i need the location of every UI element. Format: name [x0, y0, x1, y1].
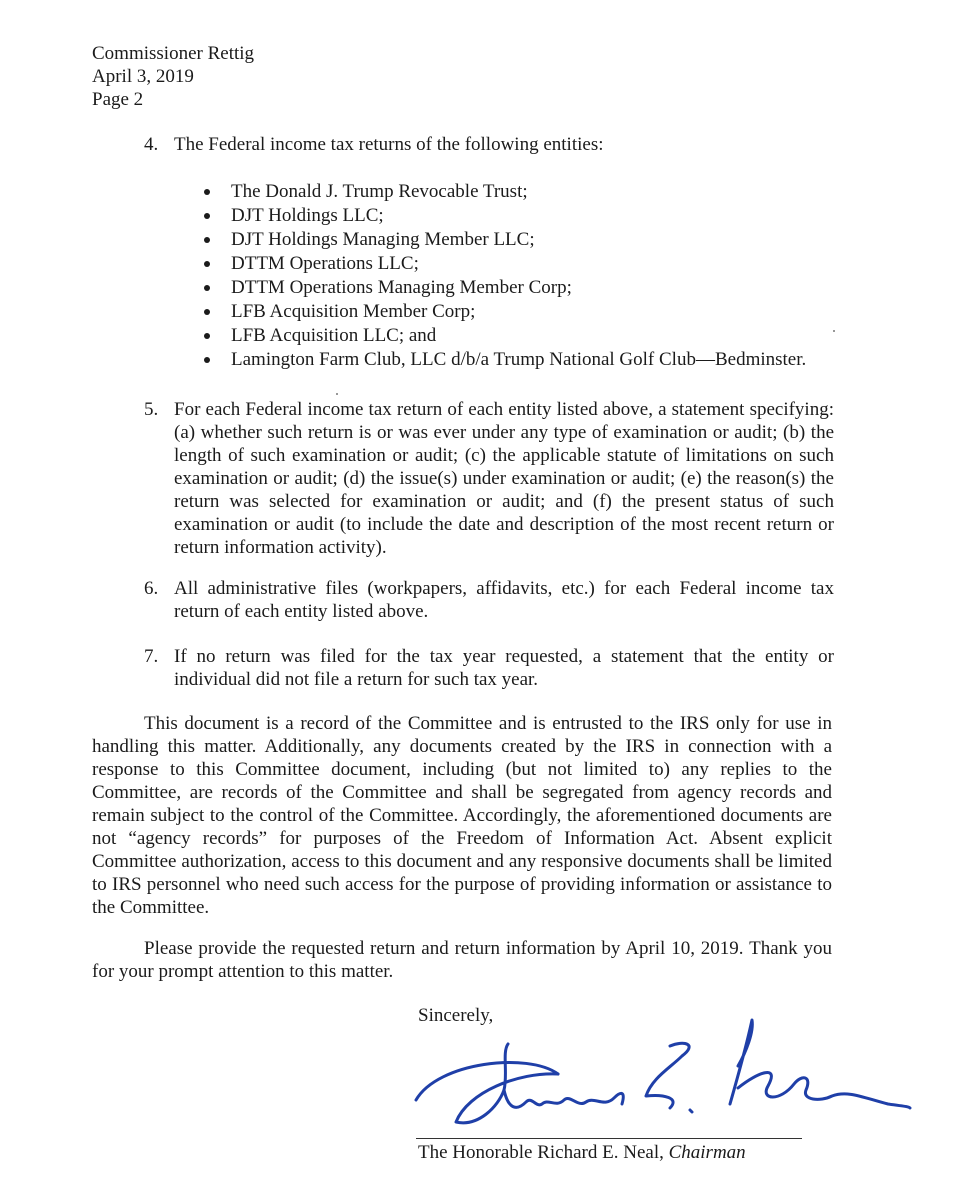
bullet-icon — [204, 237, 210, 243]
request-item-7 — [144, 645, 834, 691]
list-item: DTTM Operations LLC; — [202, 252, 806, 276]
list-item: DJT Holdings LLC; — [202, 204, 806, 228]
item-text: For each Federal income tax return of each entity listed above, a statement specifying: (a) whether such return is or was ever under any type of examination or audit; (b) the length of such examination or audit; (c) the applicable statute of limitations on such examination or audit; (d) the issue(s) under examination or audit; (e) the reason(s) the return was selected for examination or audit; and (f) the present status of such examination or audit (to include the date and description of the most recent return or return information activity). — [174, 399, 834, 558]
signature-strokes — [416, 1020, 910, 1123]
list-item: DTTM Operations Managing Member Corp; — [202, 276, 806, 300]
item-number: 4. — [144, 134, 159, 155]
item-number: 5. — [144, 399, 159, 420]
request-item-4 — [144, 133, 834, 156]
date-line: April 3, 2019 — [92, 66, 194, 87]
bullet-icon — [204, 213, 210, 219]
list-item: Lamington Farm Club, LLC d/b/a Trump National Golf Club—Bedminster. — [202, 348, 806, 372]
signer-block — [418, 1141, 746, 1164]
item-number: 7. — [144, 646, 159, 667]
page-number: Page 2 — [92, 89, 144, 110]
item-text: If no return was filed for the tax year requested, a statement that the entity or individual did not file a return for such tax year. — [174, 646, 834, 690]
signer-title: Chairman — [668, 1142, 746, 1163]
committee-record-paragraph: This document is a record of the Committee and is entrusted to the IRS only for use in handling this matter. Additionally, any documents created by the IRS in connection with a response to this Committee document, including (but not limited to) any replies to the Committee, are records of the Committee and shall be segregated from agency records and remain subject to the control of the Committee. Accordingly, the aforementioned documents are not “agency records” for purposes of the Freedom of Information Act. Absent explicit Committee authorization, access to this document and any responsive documents shall be limited to IRS personnel who need such access for the purpose of providing information or assistance to the Committee. — [92, 713, 832, 918]
list-item: LFB Acquisition LLC; and — [202, 324, 806, 348]
bullet-icon — [204, 261, 210, 267]
closing-salutation: Sincerely, — [418, 1005, 494, 1026]
scan-speck — [833, 330, 835, 332]
handwritten-signature — [408, 1012, 918, 1132]
bullet-icon — [204, 189, 210, 195]
entity-list — [202, 180, 806, 372]
letter-header — [92, 42, 254, 111]
scan-speck — [336, 393, 338, 395]
request-deadline-paragraph: Please provide the requested return and return information by April 10, 2019. Thank you for your prompt attention to this matter. — [92, 938, 832, 982]
item-text: All administrative files (workpapers, affidavits, etc.) for each Federal income tax return of each entity listed above. — [174, 578, 834, 622]
list-item: DJT Holdings Managing Member LLC; — [202, 228, 806, 252]
item-number: 6. — [144, 578, 159, 599]
signer-name: The Honorable Richard E. Neal, — [418, 1142, 664, 1163]
bullet-icon — [204, 309, 210, 315]
bullet-icon — [204, 285, 210, 291]
recipient-line: Commissioner Rettig — [92, 43, 255, 64]
request-item-5 — [144, 398, 834, 559]
list-item: The Donald J. Trump Revocable Trust; — [202, 180, 806, 204]
item-text: The Federal income tax returns of the following entities: — [174, 134, 604, 155]
bullet-icon — [204, 357, 210, 363]
list-item: LFB Acquisition Member Corp; — [202, 300, 806, 324]
signature-line — [416, 1138, 802, 1139]
request-item-6 — [144, 577, 834, 623]
bullet-icon — [204, 333, 210, 339]
